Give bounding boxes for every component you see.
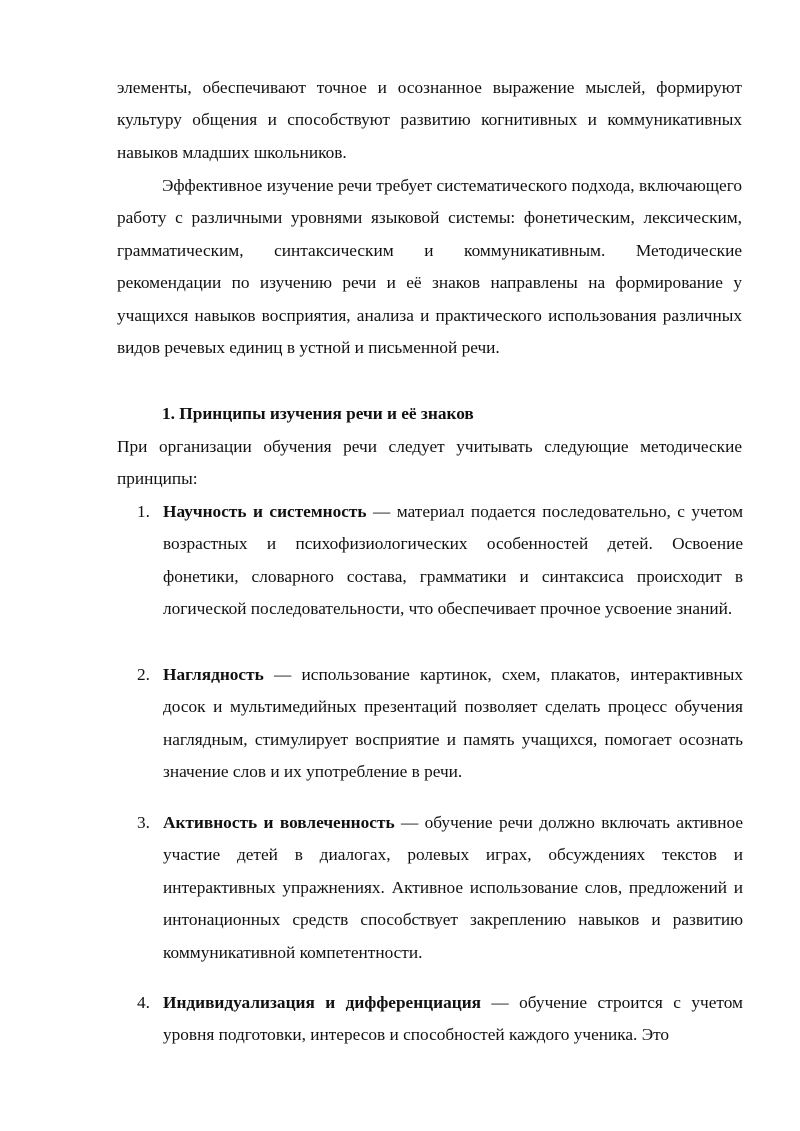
list-text: — использование картинок, схем, плакатов, интерактивных досок и мультимедийных презентаций позволяет сделать процесс обучения наглядным, стимулирует восприятие и память учащихся, помогает осознать значение слов и их употребление в речи. (163, 665, 743, 782)
list-item-4 (117, 987, 743, 1052)
paragraph-continued: элементы, обеспечивают точное и осознанное выражение мыслей, формируют культуру общения и способствуют развитию когнитивных и коммуникативных навыков младших школьников. (117, 78, 742, 162)
list-number: 1. (137, 502, 150, 521)
list-number: 3. (137, 813, 150, 832)
list-item-body (163, 659, 743, 789)
list-item-body (163, 807, 743, 969)
list-number: 4. (137, 993, 150, 1012)
list-term: Активность и вовлеченность (163, 813, 395, 832)
list-term: Индивидуализация и дифференциация (163, 993, 481, 1012)
list-term: Научность и системность (163, 502, 367, 521)
list-item-3 (117, 807, 743, 969)
list-item-1 (117, 496, 743, 626)
list-item-2 (117, 659, 743, 789)
list-item-body (163, 496, 743, 626)
list-text: — обучение строится с учетом уровня подготовки, интересов и способностей каждого ученика. Это (163, 993, 743, 1045)
list-item-body (163, 987, 743, 1052)
list-number: 2. (137, 665, 150, 684)
list-term: Наглядность (163, 665, 264, 684)
list-text: — обучение речи должно включать активное участие детей в диалогах, ролевых играх, обсуждениях текстов и интерактивных упражнениях. Активное использование слов, предложений и интонационных средств способствует закреплению навыков и развитию коммуникативной компетентности. (163, 813, 743, 962)
section-heading: 1. Принципы изучения речи и её знаков (162, 404, 474, 423)
paragraph-methodology: Эффективное изучение речи требует систематического подхода, включающего работу с различными уровнями языковой системы: фонетическим, лексическим, грамматическим, синтаксическим и коммуникативным. Методические рекомендации по изучению речи и её знаков направлены на формирование у учащихся навыков восприятия, анализа и практического использования различных видов речевых единиц в устной и письменной речи. (117, 176, 742, 358)
intro-paragraph: При организации обучения речи следует учитывать следующие методические принципы: (117, 437, 742, 489)
list-text: — материал подается последовательно, с учетом возрастных и психофизиологических особенностей детей. Освоение фонетики, словарного состава, грамматики и синтаксиса происходит в логической последовательности, что обеспечивает прочное усвоение знаний. (163, 502, 743, 619)
